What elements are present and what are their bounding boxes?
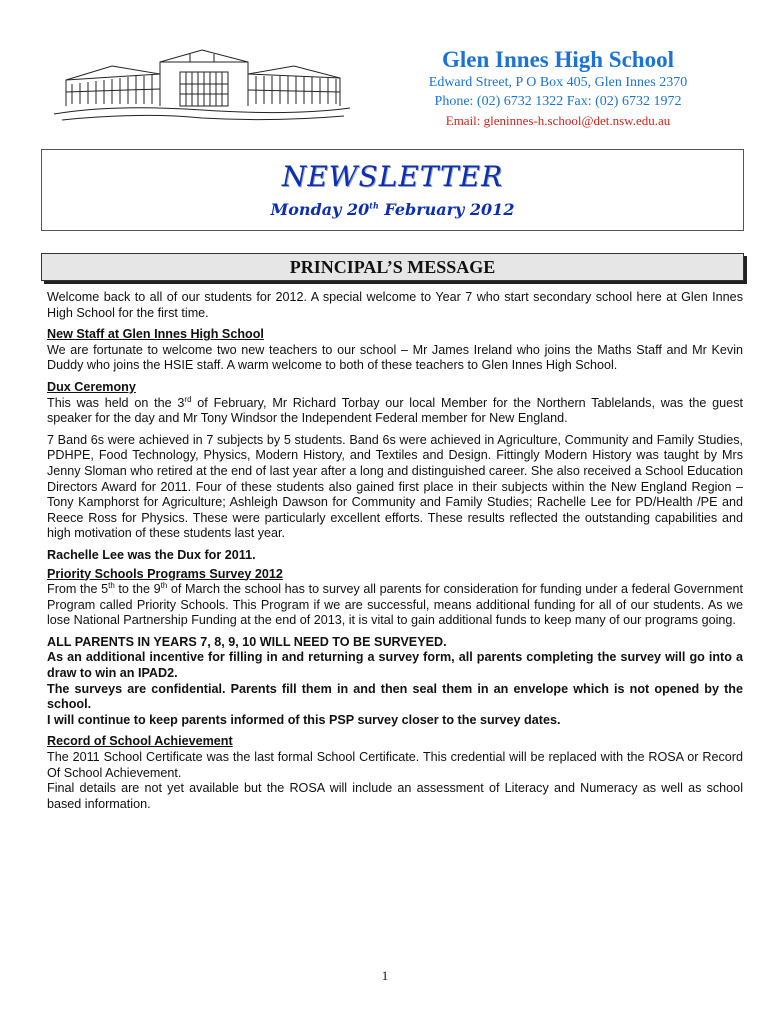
- psp-suffix-1: th: [108, 580, 115, 590]
- heading-rosa: Record of School Achievement: [47, 734, 233, 749]
- school-name: Glen Innes High School: [442, 47, 674, 72]
- survey-notice-4: I will continue to keep parents informed of this PSP survey closer to the survey dates.: [47, 712, 561, 727]
- dux-winner-text: Rachelle Lee was the Dux for 2011.: [47, 547, 256, 562]
- dux-text: This was held on the 3: [47, 395, 185, 410]
- heading-new-staff: New Staff at Glen Innes High School: [47, 327, 264, 342]
- section-new-staff: [47, 327, 743, 374]
- newsletter-title: NEWSLETTER: [281, 160, 504, 193]
- survey-notice-3: The surveys are confidential. Parents fill them in and then seal them in an envelope which is not opened by the school.: [47, 681, 743, 712]
- psp-text-a: From the 5: [47, 582, 109, 597]
- psp-text-b: to the 9: [114, 582, 161, 597]
- paragraph-new-staff: We are fortunate to welcome two new teachers to our school – Mr James Ireland who joins the Maths Staff and Mr Kevin Duddy who joins the HSIE staff. A warm welcome to both of these teachers to Glen Innes High School.: [47, 342, 743, 373]
- section-dux: [47, 380, 743, 427]
- date-text-rest: February 2012: [378, 200, 515, 219]
- paragraph-dux: [47, 396, 743, 426]
- psp-text-c: of March the school has to survey all parents for consideration for funding under a federal Government Program called Priority Schools. This Program if we are successful, means additional funding for all of our students. As we lose National Partnership Funding at the end of 2013, it is vital to gain additional funds to keep many of our programs going.: [47, 582, 744, 628]
- heading-dux-ceremony: Dux Ceremony: [47, 379, 136, 394]
- page-number: 1: [381, 968, 389, 983]
- section-psp: [47, 567, 743, 629]
- section-survey-notice: [47, 635, 743, 729]
- paragraph-band6: 7 Band 6s were achieved in 7 subjects by 5 students. Band 6s were achieved in Agriculture, Community and Family Studies, PDHPE, Food Technology, Physics, Modern History, and Textiles and Design. Fittingly Modern History was taught by Mrs Jenny Sloman who retired at the end of last year after a long and distinguished career. She also received a School Education Directors Award for 2011. Four of these students also gained first place in their subjects within the New England Region – Tony Kamphorst for Agriculture; Ashleigh Dawson for Community and Family Studies; Rachelle Lee for PD/Health /PE and Reece Ross for Physics. These were particularly excellent efforts. These results reflected the outstanding capabilities and high motivation of these students last year.: [47, 432, 743, 541]
- letterhead: [0, 0, 770, 135]
- article-body: [47, 290, 743, 818]
- paragraph-psp: [47, 582, 743, 627]
- newsletter-date: [42, 200, 743, 220]
- school-address: Edward Street, P O Box 405, Glen Innes 2370: [428, 75, 688, 90]
- newsletter-masthead: [41, 149, 744, 231]
- paragraph-dux-winner: [47, 548, 743, 564]
- school-building-drawing-icon: [52, 44, 352, 122]
- paragraph-rosa-2: Final details are not yet available but the ROSA will include an assessment of Literacy and Numeracy as well as school based information.: [47, 781, 743, 811]
- school-contact-block: [378, 46, 738, 130]
- date-text: Monday 20: [270, 200, 370, 219]
- survey-notice-1: ALL PARENTS IN YEARS 7, 8, 9, 10 WILL NEED TO BE SURVEYED.: [47, 634, 447, 649]
- date-suffix: th: [369, 200, 379, 211]
- heading-psp-survey: Priority Schools Programs Survey 2012: [47, 566, 283, 581]
- paragraph-rosa-1: The 2011 School Certificate was the last formal School Certificate. This credential will be replaced with the ROSA or Record Of School Achievement.: [47, 750, 743, 780]
- dux-text-rest: of February, Mr Richard Torbay our local Member for the Northern Tablelands, was the guest speaker for the day and Mr Tony Windsor the Independent Federal member for New England.: [47, 395, 743, 426]
- paragraph-welcome: Welcome back to all of our students for 2012. A special welcome to Year 7 who start secondary school here at Glen Innes High School for the first time.: [47, 290, 743, 320]
- dux-suffix: rd: [184, 394, 192, 404]
- section-title-principals-message: PRINCIPAL’S MESSAGE: [41, 253, 744, 281]
- survey-notice-2: As an additional incentive for filling in and returning a survey form, all parents completing the survey will go into a draw to win an IPAD2.: [47, 650, 743, 681]
- school-email: Email: gleninnes-h.school@det.nsw.edu.au: [445, 113, 671, 128]
- section-rosa: [47, 734, 743, 812]
- school-phone-fax: Phone: (02) 6732 1322 Fax: (02) 6732 1972: [434, 94, 682, 109]
- psp-suffix-2: th: [160, 580, 168, 590]
